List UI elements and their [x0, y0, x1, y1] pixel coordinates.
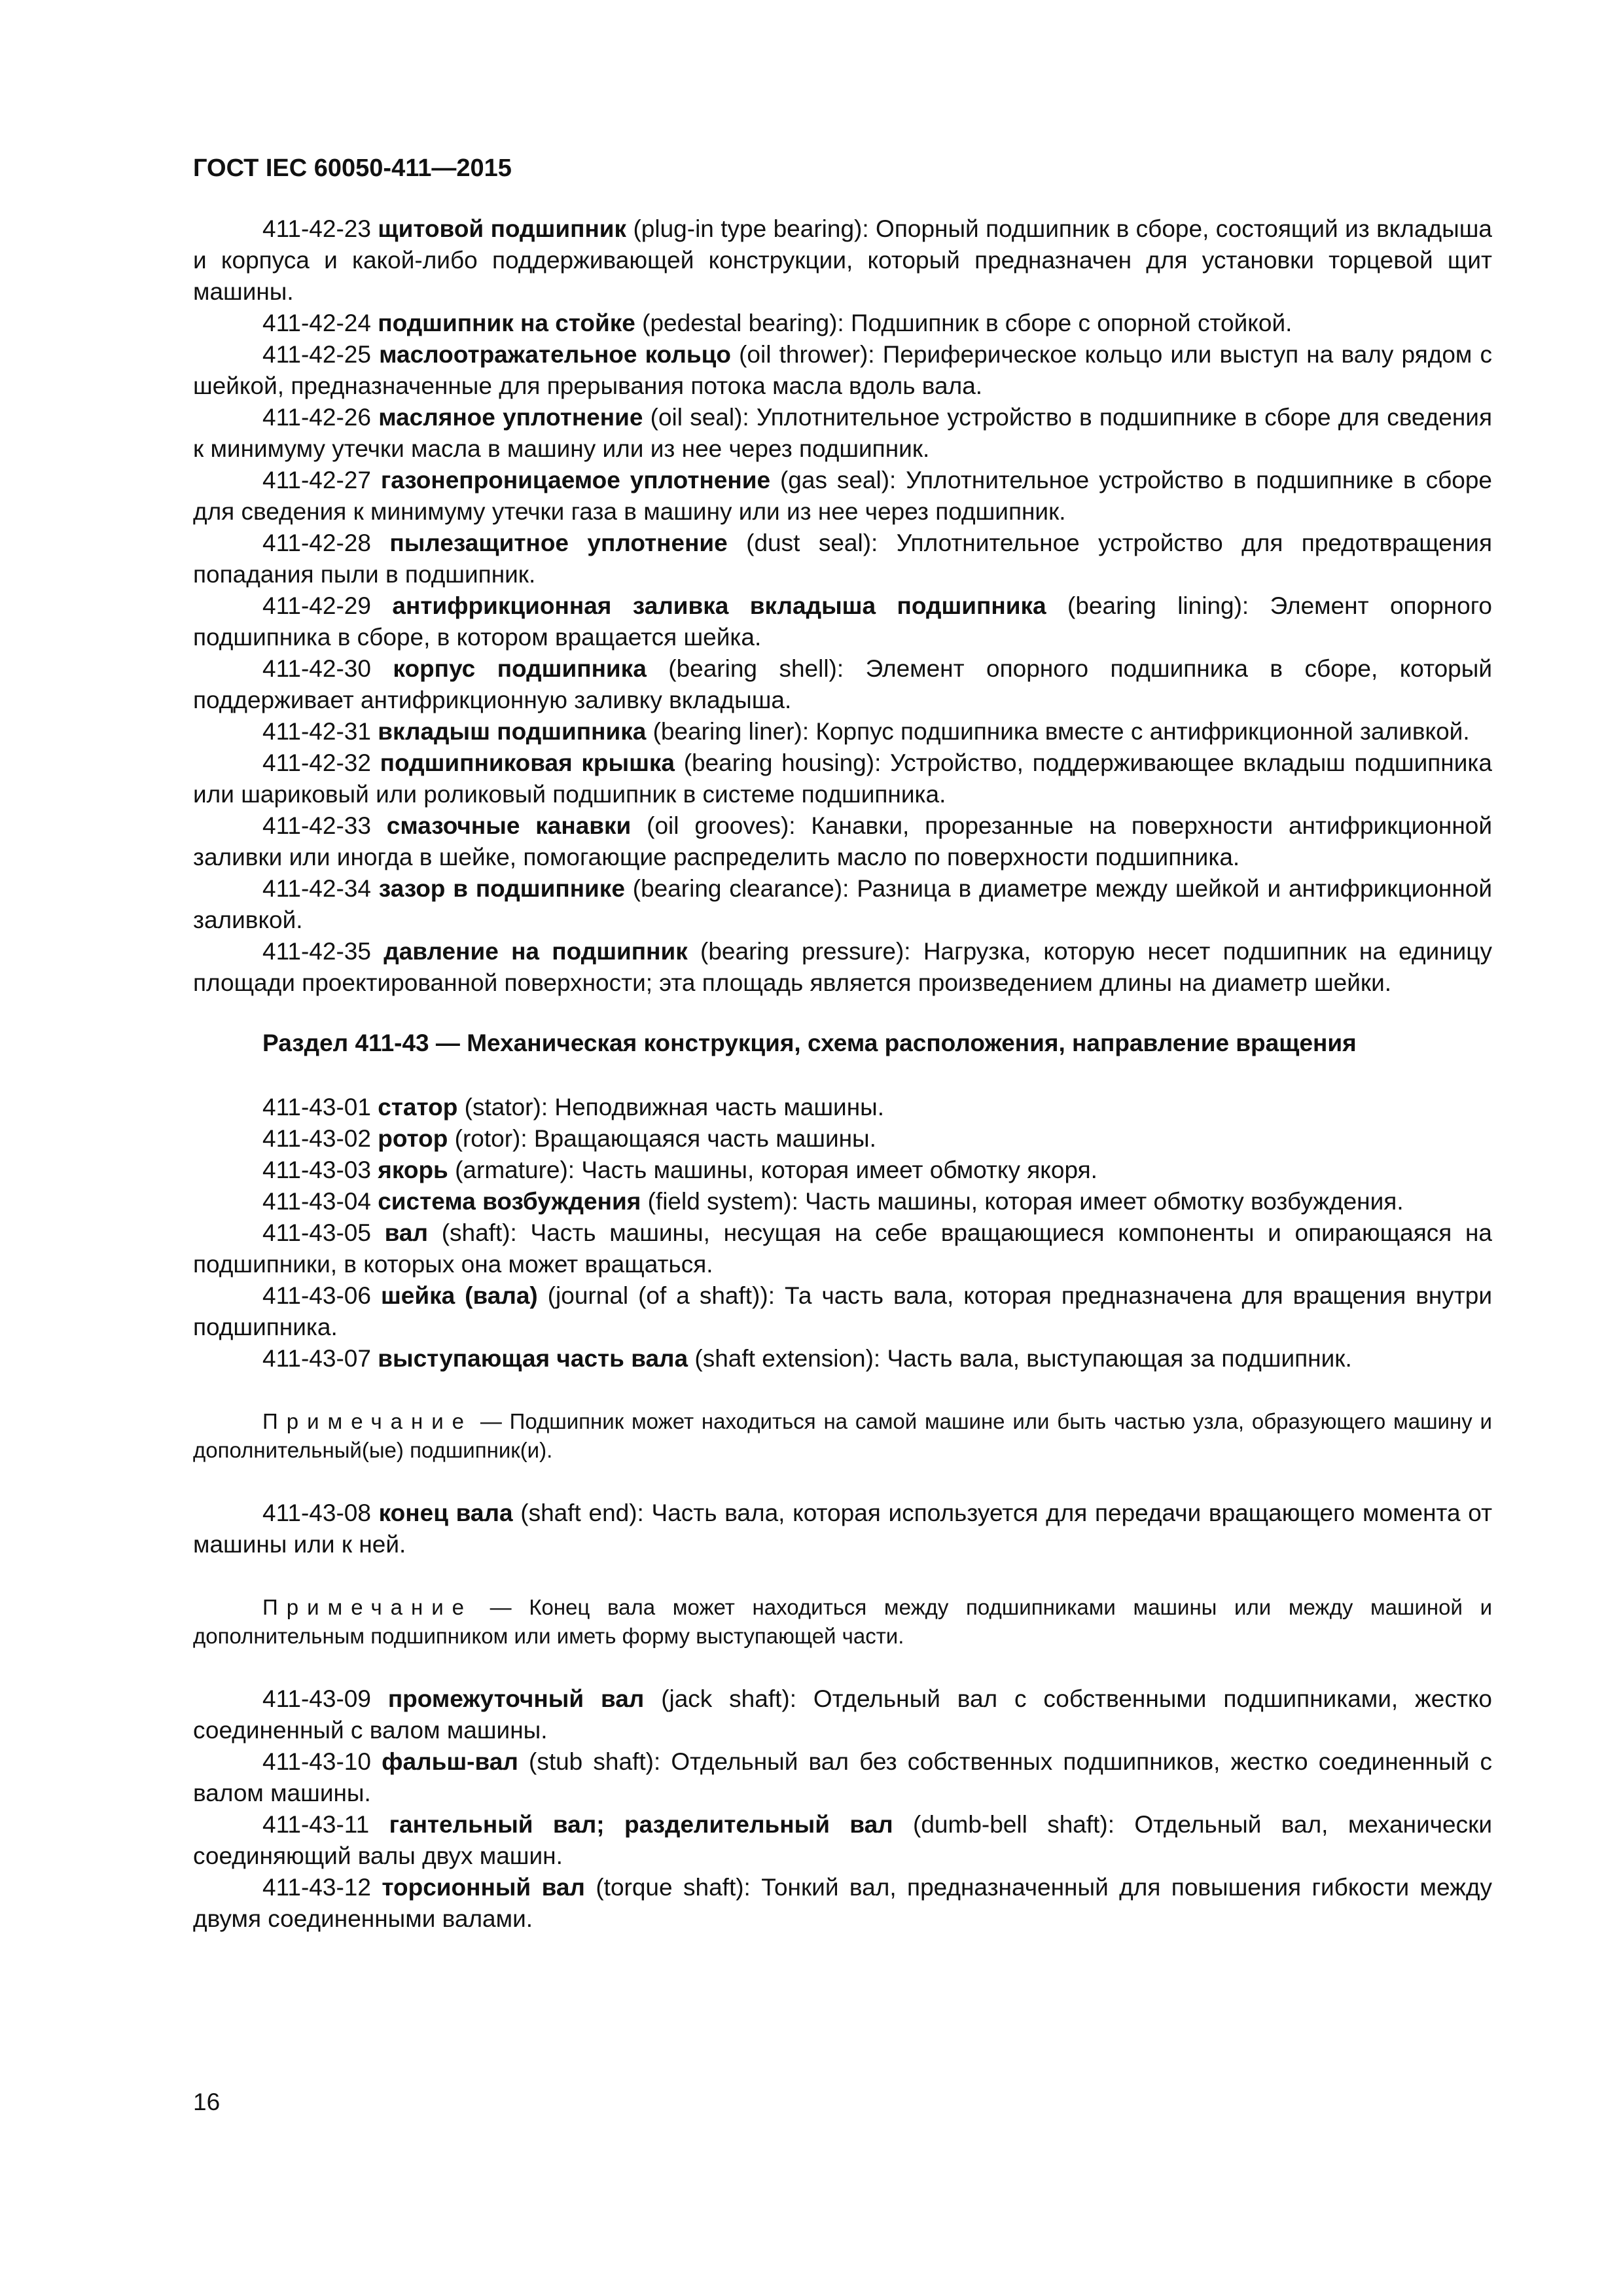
entry-term: выступающая часть вала — [378, 1345, 688, 1372]
note-text: — Подшипник может находиться на самой машине или быть частью узла, образующего машину и дополнительный(ые) подшипник(и). — [193, 1409, 1492, 1462]
entry-term: гантельный вал; разделительный вал — [389, 1811, 893, 1838]
entry-number: 411-42-23 — [262, 215, 371, 242]
entry-number: 411-42-29 — [262, 592, 371, 619]
entry-number: 411-43-09 — [262, 1685, 371, 1712]
entry-definition: (rotor): Вращающаяся часть машины. — [454, 1125, 876, 1152]
entry-definition: (bearing liner): Корпус подшипника вместе с антифрикционной заливкой. — [652, 718, 1470, 745]
entry-definition: (bearing pressure): Нагрузка, которую несет подшипник на единицу площади проектированной поверхности; эта площадь является произведением длины на диаметр шейки. — [193, 938, 1492, 996]
page-number: 16 — [193, 2089, 221, 2115]
entry-number: 411-42-35 — [262, 938, 371, 965]
entry-number: 411-43-04 — [262, 1188, 371, 1215]
entry-definition: (plug-in type bearing): Опорный подшипник в сборе, состоящий из вкладыша и корпуса и какой-либо поддерживающей конструкции, который предназначен для установки торцевой щит машины. — [193, 215, 1492, 305]
entry-term: газонепроницаемое уплотнение — [380, 467, 771, 493]
definition-entry — [193, 1155, 1492, 1186]
entries-block-2 — [193, 1092, 1492, 1374]
entry-definition: (oil grooves): Канавки, прорезанные на поверхности антифрикционной заливки или иногда в шейке, помогающие распределить масло по поверхности подшипника. — [193, 812, 1493, 870]
entry-term: маслоотражательное кольцо — [379, 341, 731, 368]
entry-term: подшипник на стойке — [378, 310, 635, 336]
entry-definition: (stator): Неподвижная часть машины. — [464, 1094, 884, 1121]
definition-entry — [193, 1092, 1492, 1123]
entry-term: якорь — [378, 1157, 448, 1183]
definition-entry — [193, 1746, 1492, 1809]
definition-entry — [193, 1809, 1492, 1872]
definition-entry — [193, 213, 1492, 308]
entry-definition: (shaft end): Часть вала, которая используется для передачи вращающего момента от машины или к ней. — [193, 1499, 1493, 1558]
definition-entry — [193, 747, 1492, 810]
definition-entry — [193, 1280, 1492, 1343]
definition-entry — [193, 402, 1492, 465]
entry-term: смазочные канавки — [386, 812, 632, 839]
entry-number: 411-42-32 — [262, 749, 371, 776]
entry-definition: (dumb-bell shaft): Отдельный вал, механически соединяющий валы двух машин. — [193, 1811, 1492, 1869]
entry-term: торсионный вал — [382, 1874, 585, 1901]
entry-term: конец вала — [378, 1499, 513, 1526]
entry-term: вкладыш подшипника — [378, 718, 647, 745]
entry-term: давление на подшипник — [383, 938, 688, 965]
document-page — [193, 152, 1492, 1935]
entry-term: фальш-вал — [382, 1748, 518, 1775]
entry-term: шейка (вала) — [380, 1282, 538, 1309]
entry-number: 411-42-27 — [262, 467, 371, 493]
definition-entry — [193, 1217, 1492, 1280]
entry-number: 411-43-06 — [262, 1282, 371, 1309]
entry-definition: (bearing housing): Устройство, поддерживающее вкладыш подшипника или шариковый или роликовый подшипник в системе подшипника. — [193, 749, 1492, 808]
entry-term: подшипниковая крышка — [380, 749, 675, 776]
entry-definition: (pedestal bearing): Подшипник в сборе с опорной стойкой. — [642, 310, 1293, 336]
entry-definition: (bearing clearance): Разница в диаметре между шейкой и антифрикционной заливкой. — [193, 875, 1493, 933]
definition-entry — [193, 716, 1492, 747]
entries-block-4 — [193, 1683, 1492, 1935]
definition-entry — [193, 1186, 1492, 1217]
entry-number: 411-43-10 — [262, 1748, 371, 1775]
definition-entry — [193, 653, 1492, 716]
note-label: Примечание — [262, 1595, 473, 1619]
entry-term: зазор в подшипнике — [378, 875, 625, 902]
definition-entry — [193, 308, 1492, 339]
entry-number: 411-42-25 — [262, 341, 371, 368]
note — [193, 1593, 1492, 1651]
note-text: — Конец вала может находиться между подшипниками машины или между машиной и дополнительным подшипником или иметь форму выступающей части. — [193, 1595, 1493, 1648]
entry-definition: (torque shaft): Тонкий вал, предназначенный для повышения гибкости между двумя соединенными валами. — [193, 1874, 1492, 1932]
entry-number: 411-43-11 — [262, 1811, 370, 1838]
definition-entry — [193, 465, 1492, 528]
entry-definition: (stub shaft): Отдельный вал без собственных подшипников, жестко соединенный с валом машины. — [193, 1748, 1493, 1806]
entries-block-3 — [193, 1498, 1492, 1560]
standard-header: ГОСТ IEC 60050-411—2015 — [193, 154, 512, 182]
definition-entry — [193, 590, 1492, 653]
entry-number: 411-43-08 — [262, 1499, 371, 1526]
definition-entry — [193, 1123, 1492, 1155]
entry-definition: (shaft extension): Часть вала, выступающая за подшипник. — [694, 1345, 1352, 1372]
entry-number: 411-42-28 — [262, 529, 371, 556]
entry-number: 411-43-03 — [262, 1157, 371, 1183]
entry-term: масляное уплотнение — [378, 404, 643, 431]
definition-entry — [193, 810, 1492, 873]
entry-definition: (gas seal): Уплотнительное устройство в подшипнике в сборе для сведения к минимуму утечки газа в машину или из нее через подшипник. — [193, 467, 1493, 525]
entry-definition: (oil thrower): Периферическое кольцо или выступ на валу рядом с шейкой, предназначенные для прерывания потока масла вдоль вала. — [193, 341, 1492, 399]
entry-number: 411-43-07 — [262, 1345, 371, 1372]
definition-entry — [193, 936, 1492, 999]
entry-number: 411-42-31 — [262, 718, 371, 745]
entry-definition: (field system): Часть машины, которая имеет обмотку возбуждения. — [647, 1188, 1404, 1215]
entry-number: 411-43-12 — [262, 1874, 371, 1901]
entry-definition: (bearing lining): Элемент опорного подшипника в сборе, в котором вращается шейка. — [193, 592, 1493, 651]
entry-number: 411-43-05 — [262, 1219, 371, 1246]
entry-term: пылезащитное уплотнение — [389, 529, 728, 556]
entries-block-1 — [193, 213, 1492, 999]
entry-number: 411-43-02 — [262, 1125, 371, 1152]
entry-number: 411-42-26 — [262, 404, 371, 431]
note — [193, 1407, 1492, 1465]
entry-definition: (armature): Часть машины, которая имеет обмотку якоря. — [455, 1157, 1097, 1183]
entry-term: система возбуждения — [378, 1188, 641, 1215]
entry-term: промежуточный вал — [387, 1685, 645, 1712]
entry-term: антифрикционная заливка вкладыша подшипника — [392, 592, 1046, 619]
entry-number: 411-43-01 — [262, 1094, 371, 1121]
entry-number: 411-42-33 — [262, 812, 371, 839]
entry-term: вал — [384, 1219, 428, 1246]
entry-number: 411-42-30 — [262, 655, 371, 682]
definition-entry — [193, 873, 1492, 936]
entry-number: 411-42-24 — [262, 310, 371, 336]
definition-entry — [193, 1872, 1492, 1935]
entry-definition: (oil seal): Уплотнительное устройство в подшипнике в сборе для сведения к минимуму утечки масла в машину или из нее через подшипник. — [193, 404, 1492, 462]
section-heading: Раздел 411-43 — Механическая конструкция, схема расположения, направление вращения — [262, 1030, 1357, 1056]
definition-entry — [193, 528, 1492, 590]
note-label: Примечание — [262, 1409, 473, 1433]
entry-term: статор — [378, 1094, 458, 1121]
entry-definition: (dust seal): Уплотнительное устройство для предотвращения попадания пыли в подшипник. — [193, 529, 1492, 588]
definition-entry — [193, 1343, 1492, 1374]
entry-definition: (shaft): Часть машины, несущая на себе вращающиеся компоненты и опирающаяся на подшипники, в которых она может вращаться. — [193, 1219, 1493, 1278]
entry-term: щитовой подшипник — [378, 215, 627, 242]
entry-definition: (bearing shell): Элемент опорного подшипника в сборе, который поддерживает антифрикционную заливку вкладыша. — [193, 655, 1493, 713]
entry-number: 411-42-34 — [262, 875, 371, 902]
definition-entry — [193, 339, 1492, 402]
entry-definition: (journal (of a shaft)): Та часть вала, которая предназначена для вращения внутри подшипника. — [193, 1282, 1492, 1340]
definition-entry — [193, 1498, 1492, 1560]
entry-term: ротор — [378, 1125, 448, 1152]
entry-term: корпус подшипника — [393, 655, 647, 682]
entry-definition: (jack shaft): Отдельный вал с собственными подшипниками, жестко соединенный с валом машины. — [193, 1685, 1493, 1744]
definition-entry — [193, 1683, 1492, 1746]
